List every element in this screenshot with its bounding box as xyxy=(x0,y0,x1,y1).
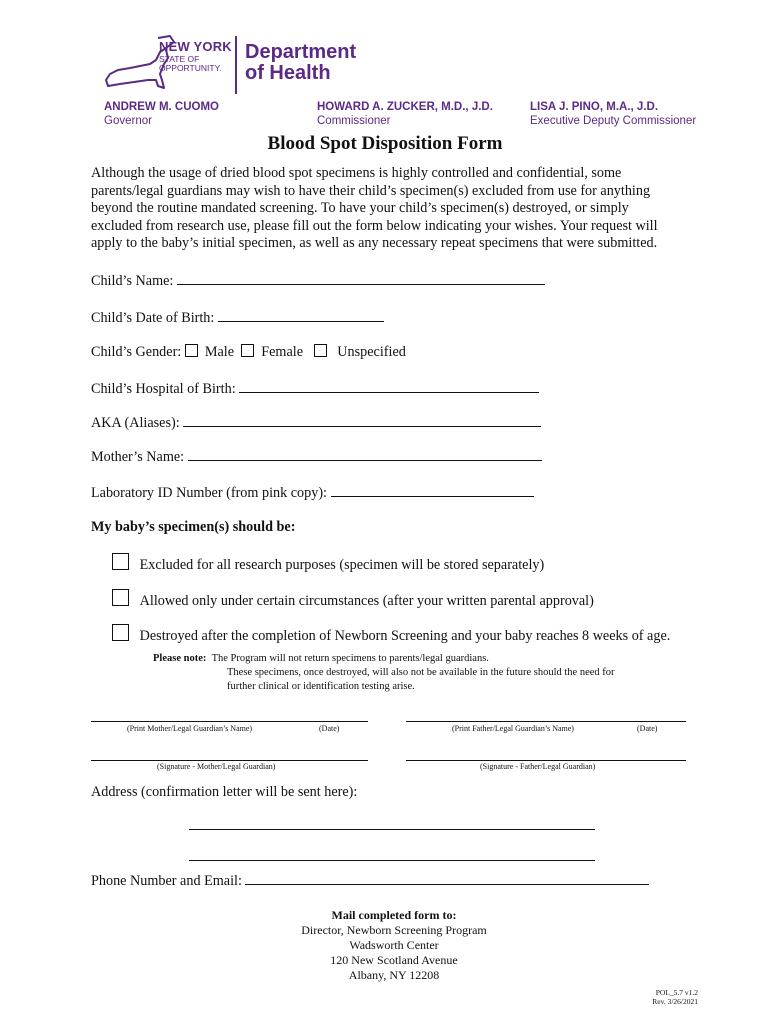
option-excluded-checkbox[interactable] xyxy=(112,553,129,570)
mother-name-field[interactable]: Mother’s Name: xyxy=(91,448,542,466)
option-destroyed: Destroyed after the completion of Newborn Screening and your baby reaches 8 weeks of age. xyxy=(112,624,670,645)
official-executive-deputy: LISA J. PINO, M.A., J.D. Executive Deputy Commissioner xyxy=(530,101,697,127)
revision-info: POL_5.7 v1.2 Rev. 3/26/2021 xyxy=(652,988,698,1006)
gender-unspecified-checkbox[interactable] xyxy=(314,344,327,357)
mail-address: Director, Newborn Screening Program Wadsworth Center 120 New Scotland Avenue Albany, NY 12208 xyxy=(301,923,487,982)
print-father-caption: (Print Father/Legal Guardian’s Name) xyxy=(452,724,574,733)
gender-male-checkbox[interactable] xyxy=(185,344,198,357)
logo-new-york: NEW YORK xyxy=(159,39,232,54)
option-allowed-checkbox[interactable] xyxy=(112,589,129,606)
official-governor: ANDREW M. CUOMO Governor xyxy=(104,101,219,127)
print-mother-line[interactable] xyxy=(91,721,368,722)
gender-female-checkbox[interactable] xyxy=(241,344,254,357)
department-of-health-logo: Department of Health xyxy=(245,41,357,84)
gender-male-label: Male xyxy=(204,344,235,360)
option-destroyed-checkbox[interactable] xyxy=(112,624,129,641)
lab-id-field[interactable]: Laboratory ID Number (from pink copy): xyxy=(91,484,534,502)
form-title: Blood Spot Disposition Form xyxy=(267,133,503,154)
sign-mother-line[interactable] xyxy=(91,760,368,761)
child-name-field[interactable]: Child’s Name: xyxy=(91,272,545,290)
option-excluded-research: Excluded for all research purposes (specimen will be stored separately) xyxy=(112,553,544,574)
gender-unspecified-label: Unspecified xyxy=(337,344,406,360)
father-date-caption: (Date) xyxy=(637,724,658,733)
please-note: Please note: The Program will not return specimens to parents/legal guardians. xyxy=(153,653,489,664)
logo-divider xyxy=(235,36,237,94)
gender-female-label: Female xyxy=(261,344,303,360)
intro-paragraph: Although the usage of dried blood spot specimens is highly controlled and confidential, some parents/legal guardians may wish to have their child’s specimen(s) excluded from use for anything beyond the routine mandated screening. To have your child’s specimen(s) destroyed, or simply excluded from research use, please fill out the form below indicating your wishes. Your request will apply to the baby’s initial specimen, as well as any necessary repeat specimens that were submitted. xyxy=(91,165,658,251)
mother-date-caption: (Date) xyxy=(319,724,340,733)
child-gender-field: Child’s Gender: Male Female Unspecified xyxy=(91,344,406,360)
phone-email-field[interactable]: Phone Number and Email: xyxy=(91,872,649,890)
aka-field[interactable]: AKA (Aliases): xyxy=(91,414,541,432)
sign-mother-caption: (Signature - Mother/Legal Guardian) xyxy=(157,762,276,771)
option-allowed-circumstances: Allowed only under certain circumstances (after your written parental approval) xyxy=(112,589,594,610)
mail-heading: Mail completed form to: xyxy=(331,908,457,922)
child-dob-field[interactable]: Child’s Date of Birth: xyxy=(91,309,384,327)
sign-father-caption: (Signature - Father/Legal Guardian) xyxy=(480,762,596,771)
address-line-2[interactable] xyxy=(189,860,595,861)
logo-tagline: STATE OF OPPORTUNITY. xyxy=(159,54,222,73)
address-line-1[interactable] xyxy=(189,829,595,830)
hospital-of-birth-field[interactable]: Child’s Hospital of Birth: xyxy=(91,380,539,398)
note-line-3: further clinical or identification testing arise. xyxy=(227,681,415,692)
specimen-heading: My baby’s specimen(s) should be: xyxy=(91,519,296,535)
print-father-line[interactable] xyxy=(406,721,686,722)
print-mother-caption: (Print Mother/Legal Guardian’s Name) xyxy=(127,724,253,733)
sign-father-line[interactable] xyxy=(406,760,686,761)
address-label: Address (confirmation letter will be sent here): xyxy=(91,784,358,800)
note-line-2: These specimens, once destroyed, will also not be available in the future should the need for xyxy=(227,667,615,678)
official-commissioner: HOWARD A. ZUCKER, M.D., J.D. Commissioner xyxy=(317,101,493,127)
